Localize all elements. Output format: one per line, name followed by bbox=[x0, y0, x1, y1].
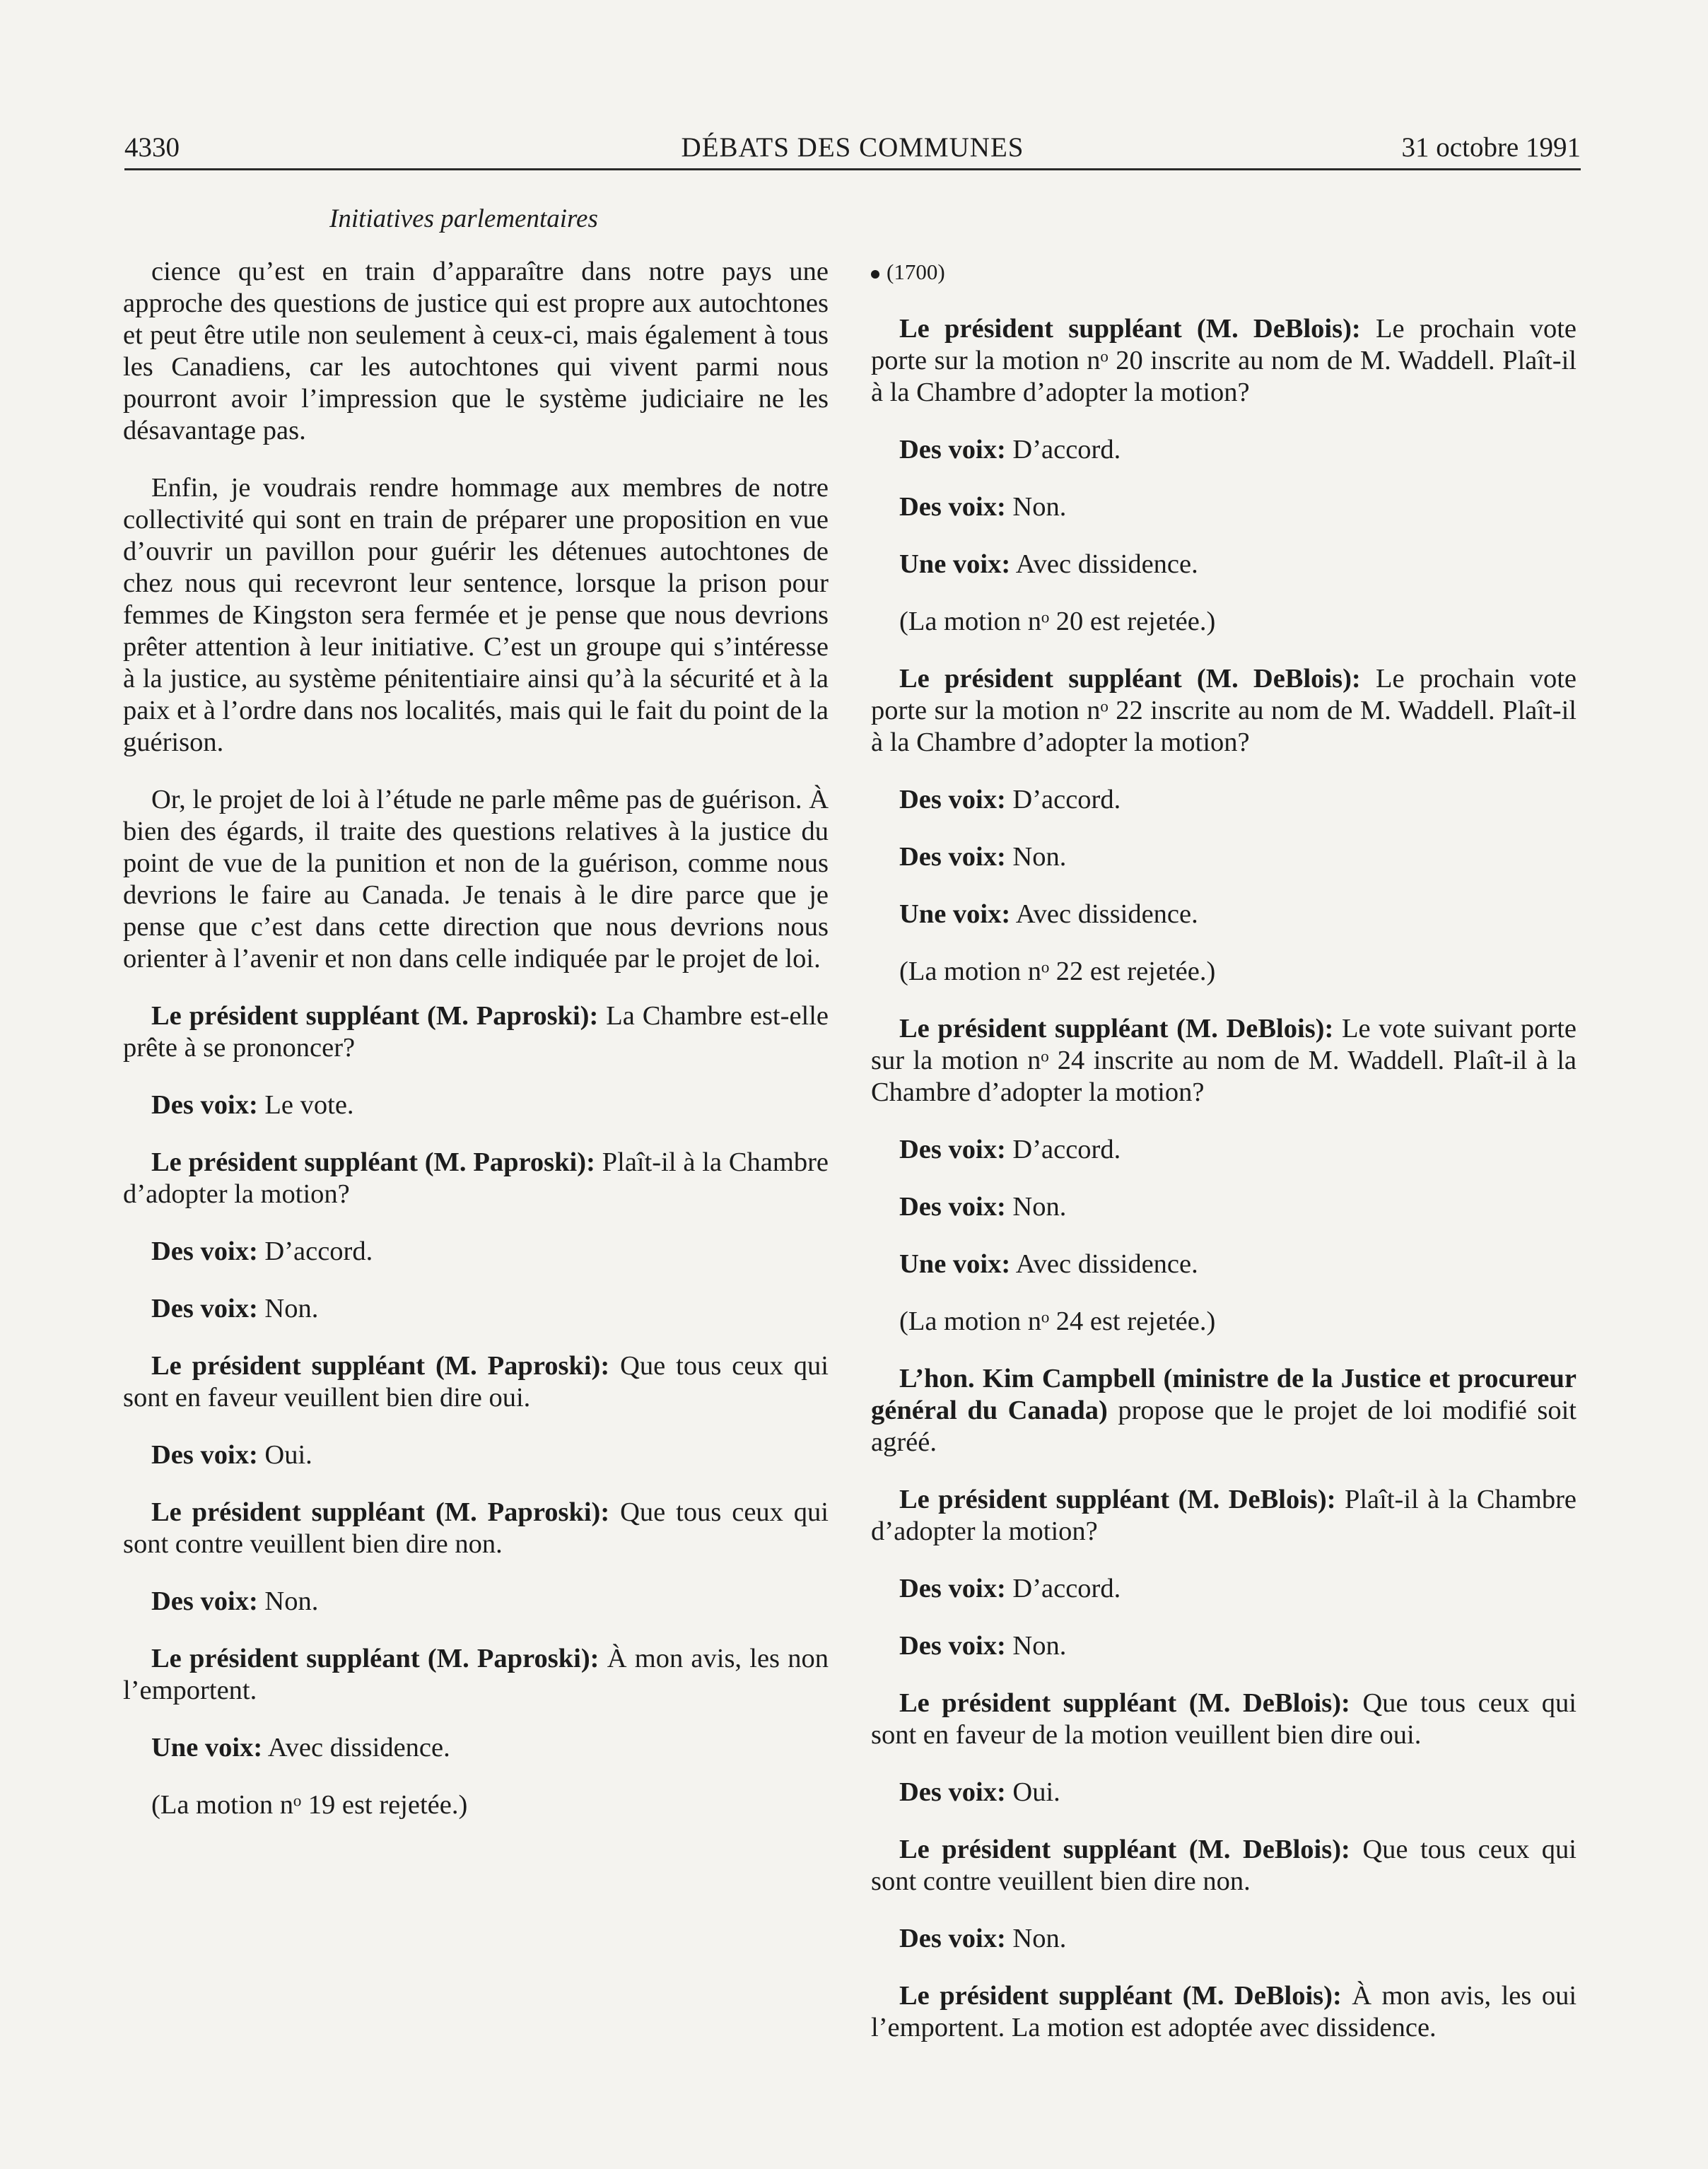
speaker: Le président suppléant (M. DeBlois): bbox=[899, 664, 1361, 694]
paragraph-text: À mon avis, les non l’emportent. bbox=[123, 1644, 829, 1705]
paragraph bbox=[871, 1013, 1577, 1109]
speaker: Le président suppléant (M. Paproski): bbox=[151, 1644, 599, 1673]
paragraph-text: Le vote. bbox=[264, 1090, 354, 1120]
paragraph-text: Non. bbox=[1012, 1192, 1067, 1222]
speaker: Une voix: bbox=[899, 1249, 1011, 1279]
left-column bbox=[123, 256, 829, 1821]
speaker: Des voix: bbox=[151, 1440, 258, 1470]
paragraph bbox=[871, 1306, 1577, 1338]
speaker: Des voix: bbox=[899, 842, 1006, 872]
paragraph-text: cience qu’est en train d’apparaître dans notre pays une approche des questions de justice qui est propre aux autochtones et peut être utile non seulement à ceux-ci, mais également à tous les Canadiens, car les autochtones qui vivent parmi nous pourront avoir l’impression que le système judiciaire ne les désavantage pas. bbox=[123, 257, 829, 445]
speaker: Des voix: bbox=[899, 1135, 1006, 1164]
speaker: Des voix: bbox=[151, 1090, 258, 1120]
paragraph bbox=[871, 1363, 1577, 1458]
paragraph-text: Non. bbox=[1012, 492, 1067, 522]
paragraph-text: Avec dissidence. bbox=[1015, 1249, 1198, 1279]
speaker: Le président suppléant (M. Paproski): bbox=[151, 1147, 595, 1177]
paragraph-text: Non. bbox=[264, 1294, 319, 1323]
speaker: Des voix: bbox=[151, 1586, 258, 1616]
speaker: Le président suppléant (M. DeBlois): bbox=[899, 314, 1361, 344]
speaker: Des voix: bbox=[899, 1631, 1006, 1661]
speaker: Le président suppléant (M. Paproski): bbox=[151, 1497, 610, 1527]
paragraph bbox=[871, 663, 1577, 759]
paragraph-text: Avec dissidence. bbox=[1015, 549, 1198, 579]
paragraph bbox=[871, 956, 1577, 988]
bullet-icon bbox=[871, 270, 879, 279]
paragraph-text: Plaît-il à la Chambre d’adopter la motion? bbox=[123, 1147, 829, 1209]
paragraph bbox=[871, 434, 1577, 466]
time-marker-text: (1700) bbox=[887, 259, 945, 284]
paragraph-text: D’accord. bbox=[1012, 435, 1121, 464]
paragraph-text: D’accord. bbox=[1012, 1135, 1121, 1164]
page-header bbox=[124, 129, 1581, 170]
paragraph-text: Enfin, je voudrais rendre hommage aux membres de notre collectivité qui sont en train de préparer une proposition en vue d’ouvrir un pavillon pour guérir les détenues autochtones de chez nous qui recevront leur sentence, lorsque la prison pour femmes de Kingston sera fermée et je pense que nous devrions prêter attention à leur initiative. C’est un groupe qui s’intéresse à la justice, au système pénitentiaire ainsi qu’à la sécurité et à la paix et à l’ordre dans nos localités, mais qui le fait du point de la guérison. bbox=[123, 473, 829, 757]
speaker: Des voix: bbox=[899, 1777, 1006, 1807]
speaker: Des voix: bbox=[151, 1294, 258, 1323]
paragraph bbox=[871, 784, 1577, 816]
paragraph bbox=[871, 1923, 1577, 1955]
paragraph-text: (La motion nᵒ 22 est rejetée.) bbox=[899, 957, 1216, 986]
speaker: Le président suppléant (M. DeBlois): bbox=[899, 1014, 1334, 1043]
speaker: L’hon. Kim Campbell (ministre de la Justice et procureur général du Canada) bbox=[871, 1364, 1577, 1425]
paragraph-text: À mon avis, les oui l’emportent. La motion est adoptée avec dissidence. bbox=[871, 1981, 1577, 2042]
paragraph-text: Non. bbox=[1012, 1924, 1067, 1953]
paragraph bbox=[871, 1777, 1577, 1808]
speaker: Le président suppléant (M. Paproski): bbox=[151, 1351, 610, 1381]
paragraph-text: Avec dissidence. bbox=[267, 1733, 450, 1762]
paragraph bbox=[871, 1573, 1577, 1605]
paragraph bbox=[871, 1980, 1577, 2044]
speaker: Des voix: bbox=[899, 1924, 1006, 1953]
paragraph bbox=[871, 606, 1577, 638]
paragraph bbox=[123, 1586, 829, 1618]
paragraph bbox=[871, 313, 1577, 409]
speaker: Des voix: bbox=[899, 1574, 1006, 1603]
paragraph-text: Que tous ceux qui sont en faveur veuillent bien dire oui. bbox=[123, 1351, 829, 1413]
paragraph bbox=[871, 1834, 1577, 1898]
paragraph-text: Non. bbox=[264, 1586, 319, 1616]
paragraph bbox=[123, 784, 829, 975]
paragraph bbox=[123, 1089, 829, 1121]
paragraph bbox=[871, 1249, 1577, 1280]
paragraph-text: Or, le projet de loi à l’étude ne parle même pas de guérison. À bien des égards, il traite des questions relatives à la justice du point de vue de la punition et non de la guérison, comme nous devrions le faire au Canada. Je tenais à le dire parce que je pense que c’est dans cette direction que nous devrions nous orienter à l’avenir et non dans celle indiquée par le projet de loi. bbox=[123, 785, 829, 974]
paragraph-text: (La motion nᵒ 19 est rejetée.) bbox=[151, 1790, 468, 1820]
paragraph bbox=[123, 1789, 829, 1821]
paragraph bbox=[123, 472, 829, 759]
paragraph bbox=[871, 491, 1577, 523]
paragraph bbox=[871, 1134, 1577, 1166]
speaker: Une voix: bbox=[151, 1733, 263, 1762]
speaker: Des voix: bbox=[899, 492, 1006, 522]
speaker: Une voix: bbox=[899, 899, 1011, 929]
speaker: Des voix: bbox=[899, 785, 1006, 814]
speaker: Le président suppléant (M. DeBlois): bbox=[899, 1981, 1342, 2011]
paragraph bbox=[871, 549, 1577, 580]
paragraph-text: propose que le projet de loi modifié soit agréé. bbox=[871, 1396, 1577, 1457]
paragraph-text: Oui. bbox=[264, 1440, 312, 1470]
paragraph bbox=[123, 1236, 829, 1268]
speaker: Des voix: bbox=[151, 1236, 258, 1266]
paragraph-text: Plaît-il à la Chambre d’adopter la motion? bbox=[871, 1485, 1577, 1546]
paragraph-text: Oui. bbox=[1012, 1777, 1060, 1807]
paragraph-text: (La motion nᵒ 24 est rejetée.) bbox=[899, 1306, 1216, 1336]
paragraph-text: D’accord. bbox=[264, 1236, 373, 1266]
paragraph bbox=[871, 1688, 1577, 1751]
page-number: 4330 bbox=[124, 132, 180, 163]
paragraph bbox=[871, 899, 1577, 930]
paragraph bbox=[123, 1293, 829, 1325]
paragraph-text: Non. bbox=[1012, 1631, 1067, 1661]
paragraph-text: D’accord. bbox=[1012, 785, 1121, 814]
paragraph bbox=[123, 256, 829, 447]
paragraph bbox=[123, 1497, 829, 1560]
speaker: Le président suppléant (M. DeBlois): bbox=[899, 1835, 1350, 1864]
paragraph-text: Non. bbox=[1012, 842, 1067, 872]
paragraph-text: Avec dissidence. bbox=[1015, 899, 1198, 929]
speaker: Des voix: bbox=[899, 1192, 1006, 1222]
paragraph-text: D’accord. bbox=[1012, 1574, 1121, 1603]
paragraph-text: Le prochain vote porte sur la motion nᵒ 20 inscrite au nom de M. Waddell. Plaît-il à la Chambre d’adopter la motion? bbox=[871, 314, 1577, 407]
time-marker bbox=[871, 256, 1577, 288]
page-date: 31 octobre 1991 bbox=[1401, 132, 1581, 163]
paragraph bbox=[123, 1732, 829, 1764]
speaker: Le président suppléant (M. DeBlois): bbox=[899, 1688, 1350, 1718]
paragraph bbox=[123, 1147, 829, 1210]
paragraph bbox=[123, 1439, 829, 1471]
paragraph-text: La Chambre est-elle prête à se prononcer? bbox=[123, 1001, 829, 1063]
paragraph-text: Le vote suivant porte sur la motion nᵒ 24 inscrite au nom de M. Waddell. Plaît-il à la Chambre d’adopter la motion? bbox=[871, 1014, 1577, 1107]
paragraph-text: Que tous ceux qui sont contre veuillent bien dire non. bbox=[871, 1835, 1577, 1896]
speaker: Le président suppléant (M. DeBlois): bbox=[899, 1485, 1336, 1514]
section-title: Initiatives parlementaires bbox=[329, 204, 598, 233]
page-title: DÉBATS DES COMMUNES bbox=[681, 132, 1024, 163]
paragraph bbox=[871, 1484, 1577, 1548]
speaker: Le président suppléant (M. Paproski): bbox=[151, 1001, 599, 1031]
paragraph bbox=[871, 841, 1577, 873]
right-column bbox=[871, 256, 1577, 2044]
paragraph bbox=[871, 1191, 1577, 1223]
paragraph-text: Que tous ceux qui sont en faveur de la motion veuillent bien dire oui. bbox=[871, 1688, 1577, 1750]
paragraph-text: (La motion nᵒ 20 est rejetée.) bbox=[899, 607, 1216, 636]
paragraph bbox=[871, 1630, 1577, 1662]
paragraph bbox=[123, 1350, 829, 1414]
speaker: Des voix: bbox=[899, 435, 1006, 464]
paragraph-text: Que tous ceux qui sont contre veuillent bien dire non. bbox=[123, 1497, 829, 1559]
speaker: Une voix: bbox=[899, 549, 1011, 579]
paragraph-text: Le prochain vote porte sur la motion nᵒ 22 inscrite au nom de M. Waddell. Plaît-il à la Chambre d’adopter la motion? bbox=[871, 664, 1577, 757]
paragraph bbox=[123, 1000, 829, 1064]
paragraph bbox=[123, 1643, 829, 1707]
